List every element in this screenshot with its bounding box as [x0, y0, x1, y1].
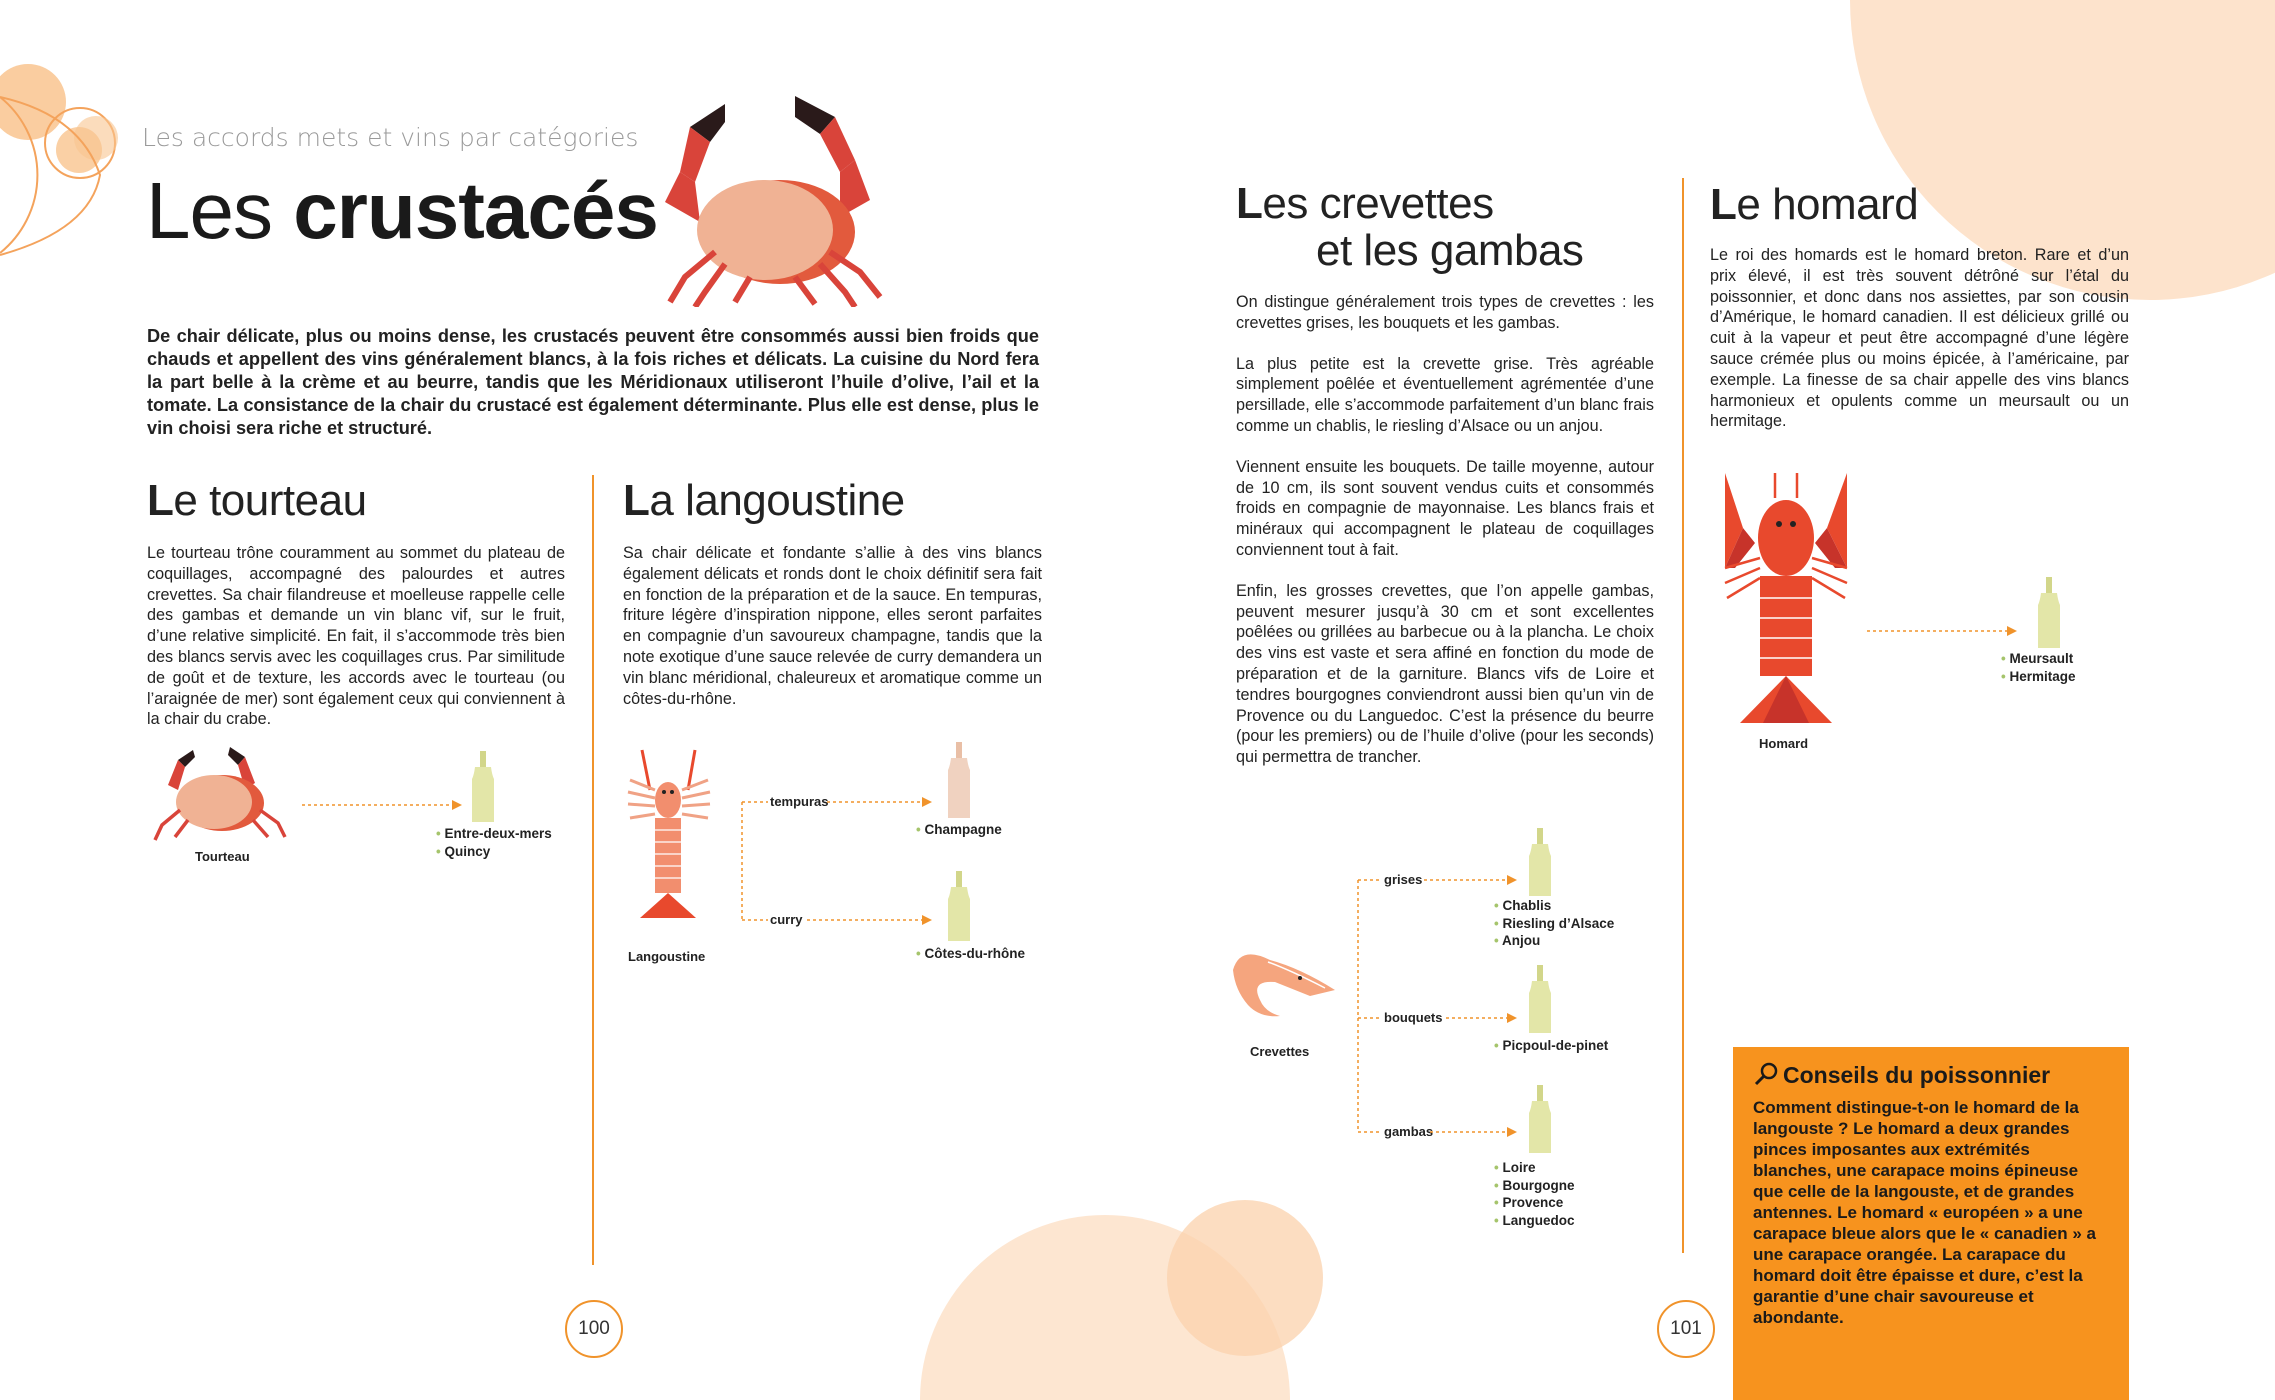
magnifier-icon: [1753, 1061, 1779, 1087]
tourteau-heading-rest: e tourteau: [173, 476, 367, 525]
crevettes-wine-list-3: [1494, 1159, 1575, 1229]
branch-label-grises: grises: [1384, 872, 1423, 887]
wine-bottle-icon: [472, 751, 494, 822]
langoustine-heading: [623, 476, 905, 526]
intro-text: De chair délicate, plus ou moins dense, les crustacés peuvent être consommés aussi bien froids que chauds et appellent des vins généralement blancs, à la fois riches et délicats. La cuisine du Nord fera la part belle à la crème et au beurre, tandis que les Méridionaux utiliseront l’huile d’olive, l’ail et la tomate. La consistance de la chair du crustacé est également déterminante. Plus elle est dense, plus le vin choisi sera riche et structuré.: [147, 326, 1039, 438]
crevettes-heading-cap: L: [1236, 179, 1263, 228]
crevettes-heading-line1: [1236, 180, 1583, 227]
langoustine-diagram: [620, 740, 1040, 975]
white-bottle-icon: [1529, 828, 1551, 896]
homard-heading: [1710, 180, 1918, 230]
langoustine-icon: [628, 750, 710, 918]
wine-item: • Quincy: [436, 843, 552, 861]
wine-item: • Chablis: [1494, 897, 1614, 915]
white-bottle-icon: [948, 871, 970, 941]
crevettes-diagram: [1230, 820, 1670, 1240]
tip-box: [1733, 1047, 2129, 1400]
white-bottle-icon: [1529, 1085, 1551, 1153]
tip-text: Comment distingue-t-on le homard de la langouste ? Le homard a deux grandes pinces imposantes aux extrémités blanches, une carapace moins épineuse que celle de la langouste, et de grandes antennes. Le homard « européen » a une carapace bleue alors que le « canadien » a une carapace orangée. La carapace du homard doit être épaisse et dure, c’est la garantie d’une chair savoureuse et abondante.: [1753, 1098, 2097, 1327]
crevettes-paragraph: La plus petite est la crevette grise. Très agréable simplement poêlée et éventuellement agrémentée d’une persillade, elle s’accommode parfaitement d’un blanc frais comme un chablis, le riesling d’Alsace ou un anjou.: [1236, 354, 1654, 435]
crevettes-heading-rest: es crevettes: [1262, 179, 1494, 228]
branch-label-tempuras: tempuras: [770, 794, 829, 809]
page-title: [146, 165, 658, 257]
branch-label-bouquets: bouquets: [1384, 1010, 1443, 1025]
wine-item: • Anjou: [1494, 932, 1614, 950]
homard-label: Homard: [1759, 736, 1809, 751]
homard-text: Le roi des homards est le homard breton. Rare et d’un prix élevé, il est très souvent détrôné sur l’étal du poissonnier, et donc dans nos assiettes, par son cousin d’Amérique, le homard canadien. Il est délicieux grillé ou cuit à la vapeur et peut être accompagné d’une légère sauce crémée plus ou moins épicée, à l’américaine, par exemple. La finesse de sa chair appelle des vins blancs harmonieux et opulents comme un meursault ou un hermitage.: [1710, 246, 2129, 431]
crevettes-paragraph: On distingue généralement trois types de crevettes : les crevettes grises, les bouquets et les gambas.: [1236, 293, 1654, 332]
page-number-left: 100: [565, 1300, 623, 1358]
tourteau-text: Le tourteau trône couramment au sommet du plateau de coquillages, accompagné des palourdes et autres crevettes. Sa chair filandreuse et moelleuse rappelle celle des gambas et demande un vin blanc vif, sur le fruit, d’une relative simplicité. En fait, il s’accommode très bien des blancs servis avec les coquillages crus. Par similitude de goût et de texture, les accords avec le tourteau (ou l’araignée de mer) sont également ceux qui conviennent à la chair du crabe.: [147, 544, 565, 729]
column-divider-left: [592, 475, 594, 1265]
wine-item: • Hermitage: [2001, 668, 2076, 686]
shrimp-icon: [1233, 954, 1335, 1016]
wine-item: • Loire: [1494, 1159, 1575, 1177]
wine-item: • Meursault: [2001, 650, 2076, 668]
lobster-icon: [1725, 473, 1847, 723]
tourteau-wine-list: [436, 825, 552, 860]
langoustine-heading-rest: a langoustine: [649, 476, 905, 525]
crevettes-wine-list-2: [1494, 1037, 1608, 1055]
crevettes-heading: [1236, 180, 1583, 274]
column-divider-right: [1682, 178, 1684, 1253]
branch-label-curry: curry: [770, 912, 803, 927]
langoustine-wine1: [916, 821, 1002, 839]
branch-label-gambas: gambas: [1384, 1124, 1434, 1139]
wine-item: • Provence: [1494, 1194, 1575, 1212]
title-light: Les: [146, 166, 294, 255]
langoustine-label: Langoustine: [628, 949, 706, 964]
tip-title-row: [1753, 1061, 2109, 1089]
homard-diagram: [1715, 468, 2135, 758]
crevettes-heading-line2: et les gambas: [1316, 226, 1584, 275]
crevettes-label: Crevettes: [1250, 1044, 1310, 1059]
rose-bottle-icon: [948, 742, 970, 818]
wine-item: • Côtes-du-rhône: [916, 945, 1025, 963]
langoustine-wine2: [916, 945, 1025, 963]
tourteau-label: Tourteau: [195, 849, 250, 864]
crevettes-paragraph: Viennent ensuite les bouquets. De taille moyenne, autour de 10 cm, ils sont souvent vendus cuits et consommés froids en compagnie de mayonnaise. Les blancs frais et minéraux qui accompagnent le plateau de coquillages conviennent tout à fait.: [1236, 457, 1654, 559]
crab-illustration: [655, 92, 905, 307]
tourteau-heading-cap: L: [147, 476, 174, 525]
langoustine-heading-cap: L: [623, 476, 650, 525]
wine-item: • Entre-deux-mers: [436, 825, 552, 843]
white-bottle-icon: [1529, 965, 1551, 1033]
wine-item: • Bourgogne: [1494, 1177, 1575, 1195]
wine-item: • Picpoul-de-pinet: [1494, 1037, 1608, 1055]
small-crab-icon: [155, 747, 285, 840]
title-bold: crustacés: [293, 166, 658, 255]
crevettes-wine-list-1: [1494, 897, 1614, 950]
page-number-right: 101: [1657, 1300, 1715, 1358]
tourteau-heading: [147, 476, 367, 526]
langoustine-text: Sa chair délicate et fondante s’allie à des vins blancs également délicats et ronds dont le choix définitif sera fait en fonction de la préparation et de la sauce. En tempuras, friture légère d’inspiration nippone, elles seront parfaites en compagnie d’un savoureux champagne, tandis que la note exotique d’une sauce relevée de curry demandera un vin blanc méridional, chaleureux et aromatique comme un côtes-du-rhône.: [623, 544, 1042, 708]
homard-wine-list: [2001, 650, 2076, 685]
crevettes-paragraph: Enfin, les grosses crevettes, que l’on appelle gambas, peuvent mesurer jusqu’à 30 cm et sont excellentes poêlées ou grillées au barbecue ou à la plancha. Le choix des vins est vaste et sera affiné en fonction du mode de préparation et de la garniture. Blancs vifs de Loire et tendres bourgognes conviendront aussi bien qu’un vin de Provence ou du Languedoc. C’est la présence du beurre (pour les premiers) ou de l’huile d’olive (pour les seconds) qui permettra de trancher.: [1236, 581, 1654, 767]
white-bottle-icon: [2038, 577, 2060, 648]
tip-title: Conseils du poissonnier: [1783, 1062, 2051, 1088]
crevettes-text: [1236, 292, 1654, 768]
wine-item: • Riesling d’Alsace: [1494, 915, 1614, 933]
wine-item: • Champagne: [916, 821, 1002, 839]
supertitle: Les accords mets et vins par catégories: [142, 123, 639, 152]
homard-heading-rest: e homard: [1736, 180, 1919, 229]
wine-item: • Languedoc: [1494, 1212, 1575, 1230]
homard-heading-cap: L: [1710, 180, 1737, 229]
